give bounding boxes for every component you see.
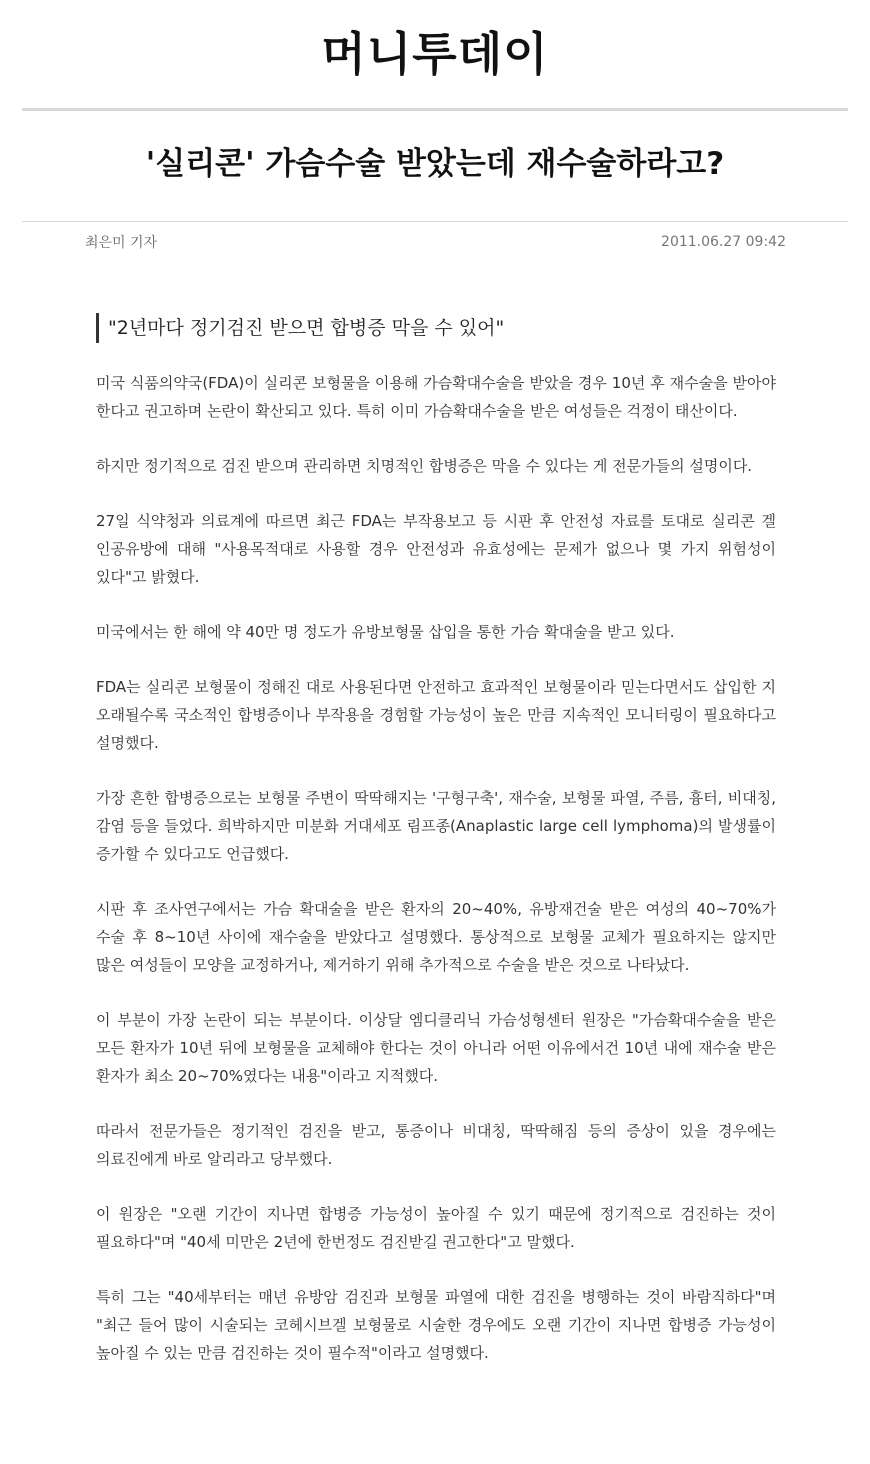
body-paragraph: 이 부분이 가장 논란이 되는 부분이다. 이상달 엠디클리닉 가슴성형센터 원장은 "가슴확대수술을 받은 모든 환자가 10년 뒤에 보형물을 교체해야 한다는 것이 아니라 어떤 이유에서건 10년 내에 재수술 받은 환자가 최소 20~70%였다는 내용"이라고 지적했다. — [96, 1011, 776, 1085]
body-paragraph: 특히 그는 "40세부터는 매년 유방암 검진과 보형물 파열에 대한 검진을 병행하는 것이 바람직하다"며 "최근 들어 많이 시술되는 코헤시브겔 보형물로 시술한 경우에도 오랜 기간이 지나면 합병증 가능성이 높아질 수 있는 만큼 검진하는 것이 필수적"이라고 설명했다. — [96, 1288, 776, 1362]
article-body — [96, 369, 776, 1394]
body-paragraph: 미국에서는 한 해에 약 40만 명 정도가 유방보형물 삽입을 통한 가슴 확대술을 받고 있다. — [96, 623, 675, 641]
site-logo[interactable]: 머니투데이 — [321, 27, 549, 81]
article-title: '실리콘' 가슴수술 받았는데 재수술하라고? — [145, 146, 725, 182]
body-paragraph: 가장 흔한 합병증으로는 보형물 주변이 딱딱해지는 '구형구축', 재수술, 보형물 파열, 주름, 흉터, 비대칭, 감염 등을 들었다. 희박하지만 미분화 거대세포 림프종(Anaplastic large cell lymphoma)의 발생률이 증가할 수 있다고도 언급했다. — [96, 789, 776, 863]
masthead — [22, 0, 848, 111]
article-subtitle: "2년마다 정기검진 받으면 합병증 막을 수 있어" — [96, 313, 504, 343]
body-paragraph: 미국 식품의약국(FDA)이 실리콘 보형물을 이용해 가슴확대수술을 받았을 경우 10년 후 재수술을 받아야 한다고 권고하며 논란이 확산되고 있다. 특히 이미 가슴확대수술을 받은 여성들은 걱정이 태산이다. — [96, 374, 776, 420]
body-paragraph: 따라서 전문가들은 정기적인 검진을 받고, 통증이나 비대칭, 딱딱해짐 등의 증상이 있을 경우에는 의료진에게 바로 알리라고 당부했다. — [96, 1122, 776, 1168]
body-paragraph: 이 원장은 "오랜 기간이 지나면 합병증 가능성이 높아질 수 있기 때문에 정기적으로 검진하는 것이 필요하다"며 "40세 미만은 2년에 한번정도 검진받길 권고한다"고 말했다. — [96, 1205, 776, 1251]
body-paragraph: 27일 식약청과 의료계에 따르면 최근 FDA는 부작용보고 등 시판 후 안전성 자료를 토대로 실리콘 겔 인공유방에 대해 "사용목적대로 사용할 경우 안전성과 유효성에는 문제가 없으나 몇 가지 위험성이 있다"고 밝혔다. — [96, 512, 776, 586]
reporter-byline: 최은미 기자 — [85, 235, 158, 251]
body-paragraph: FDA는 실리콘 보형물이 정해진 대로 사용된다면 안전하고 효과적인 보형물이라 믿는다면서도 삽입한 지 오래될수록 국소적인 합병증이나 부작용을 경험할 가능성이 높은 만큼 지속적인 모니터링이 필요하다고 설명했다. — [96, 678, 776, 752]
headline-section — [22, 108, 848, 222]
body-paragraph: 하지만 정기적으로 검진 받으며 관리하면 치명적인 합병증은 막을 수 있다는 게 전문가들의 설명이다. — [96, 457, 753, 475]
publish-date: 2011.06.27 09:42 — [661, 234, 786, 250]
article-meta — [85, 228, 786, 254]
body-paragraph: 시판 후 조사연구에서는 가슴 확대술을 받은 환자의 20~40%, 유방재건술 받은 여성의 40~70%가 수술 후 8~10년 사이에 재수술을 받았다고 설명했다. 통상적으로 보형물 교체가 필요하지는 않지만 많은 여성들이 모양을 교정하거나, 제거하기 위해 추가적으로 수술을 받은 것으로 나타났다. — [96, 900, 776, 974]
